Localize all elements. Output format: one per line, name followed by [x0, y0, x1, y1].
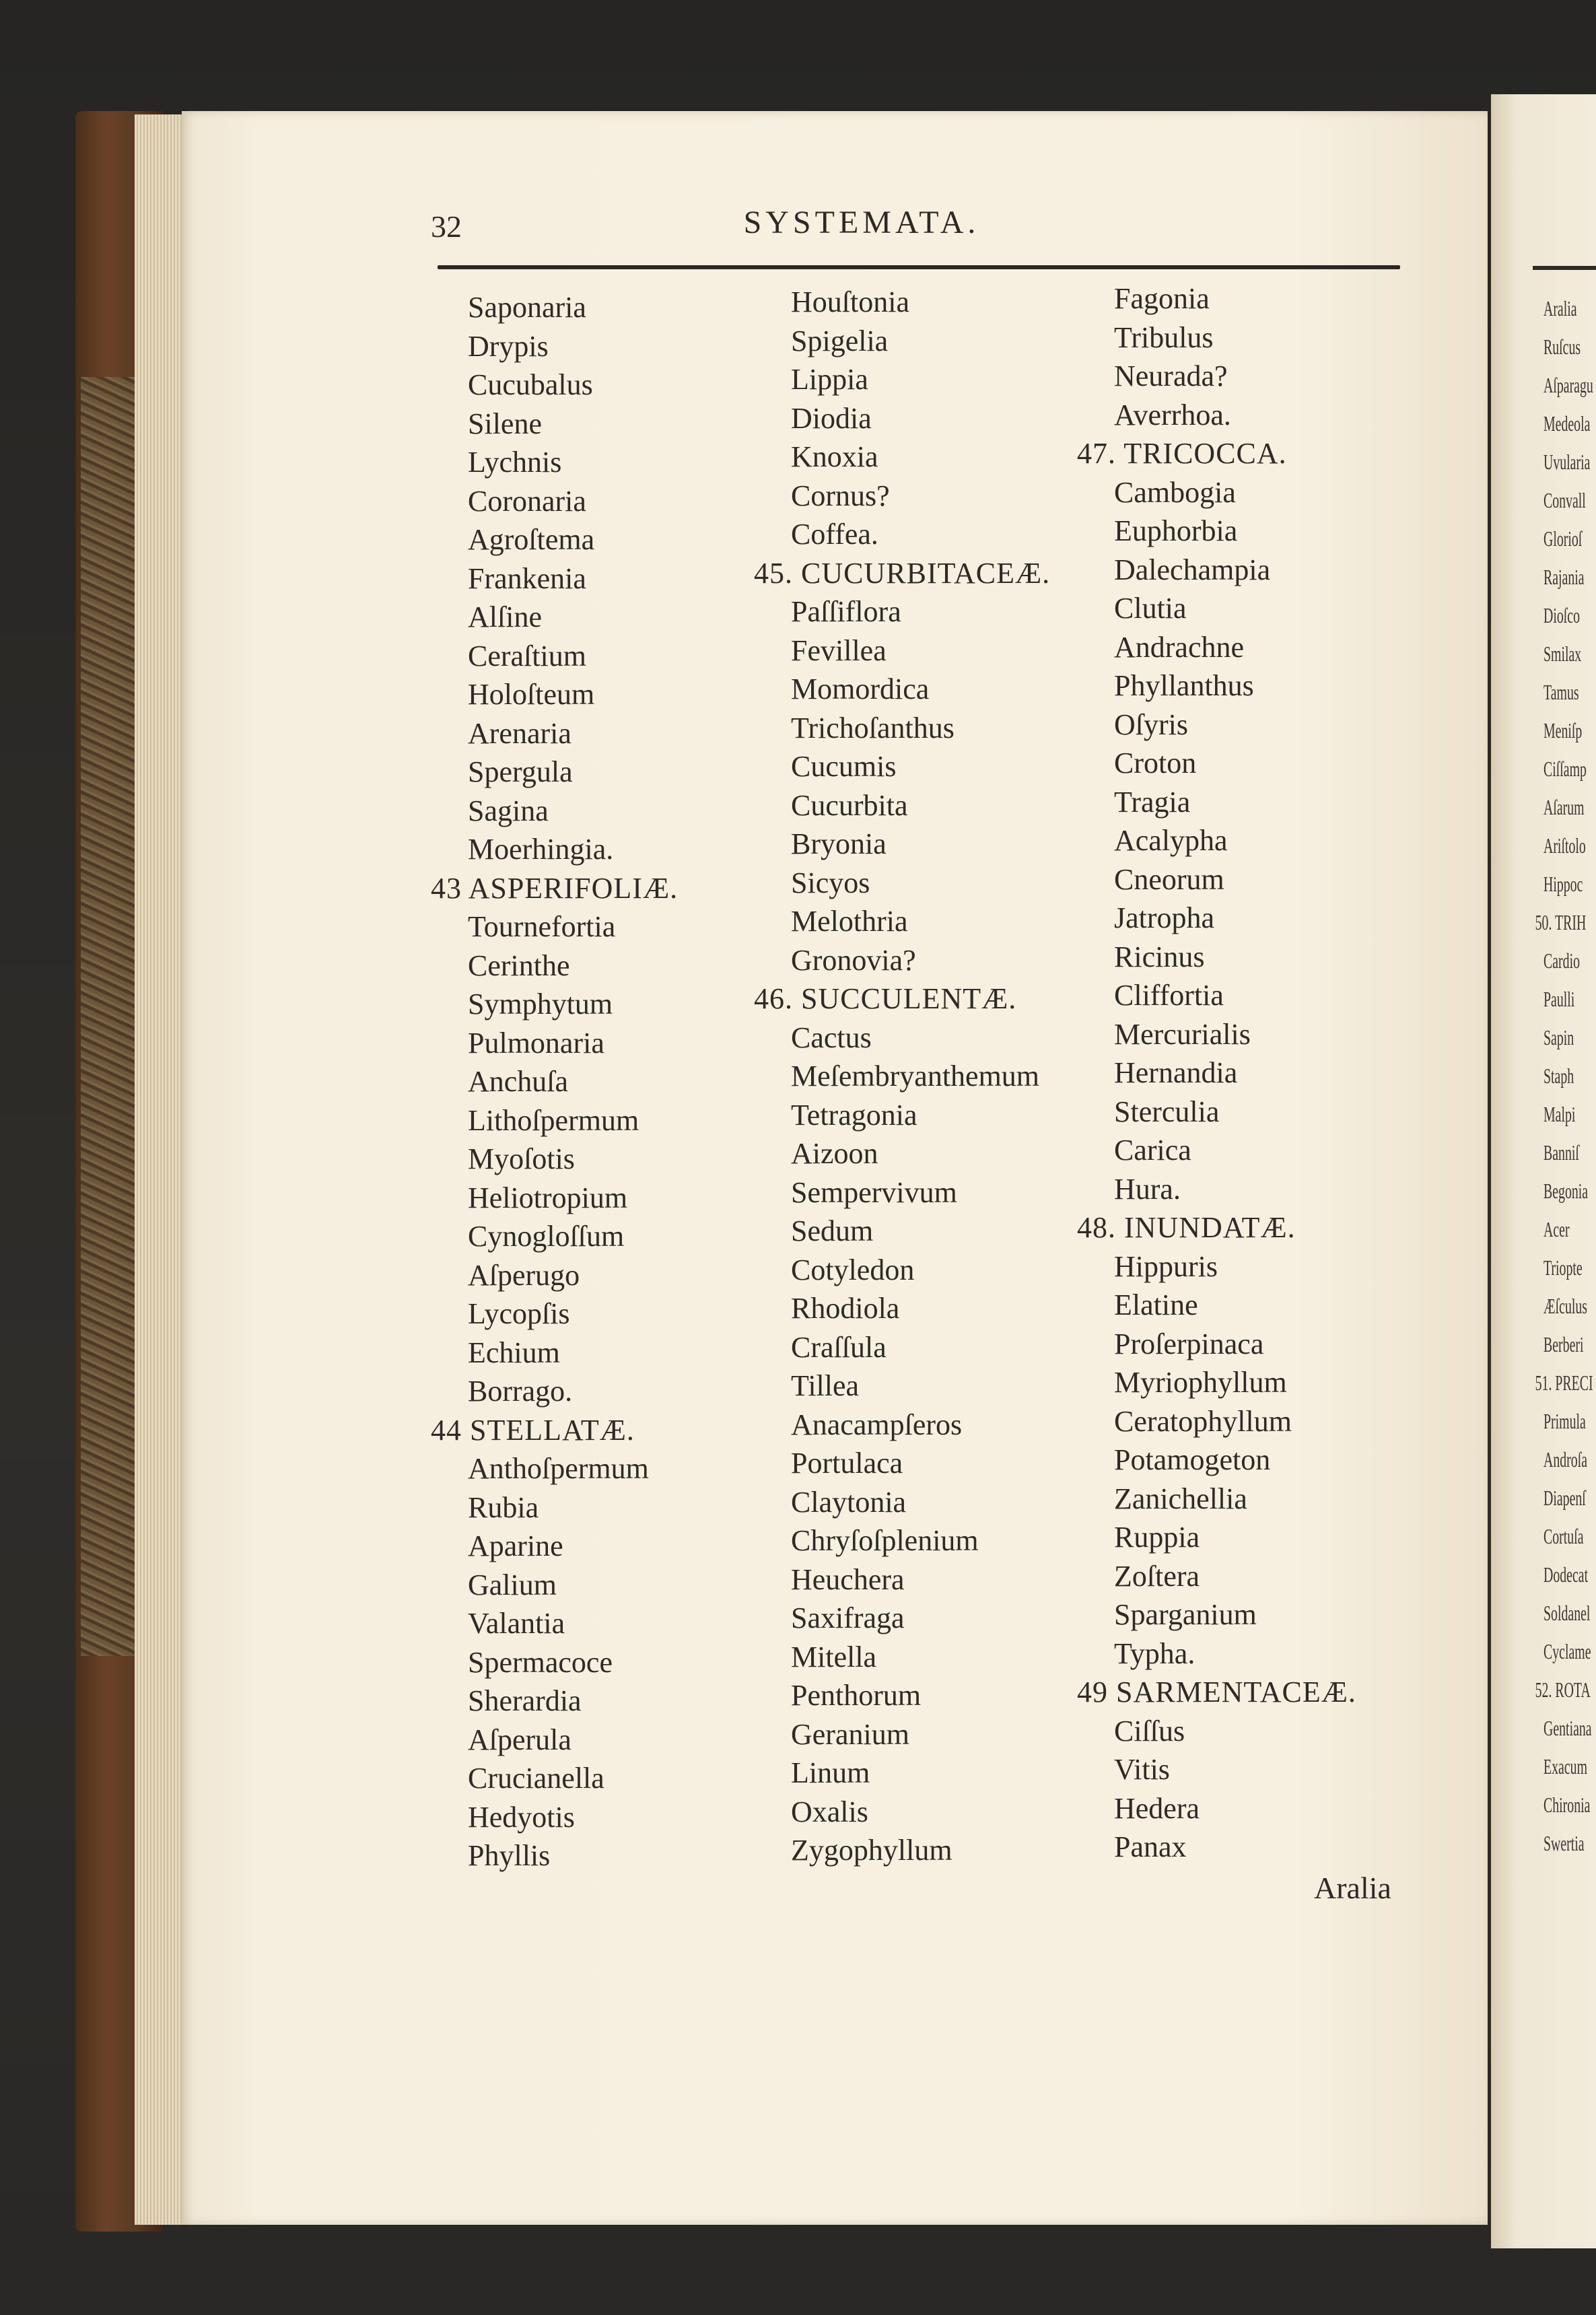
list-item: Zygophyllum	[791, 1834, 952, 1867]
list-item: Heuchera	[791, 1562, 905, 1596]
list-item: Cucubalus	[468, 368, 593, 401]
list-item: Phyllanthus	[1114, 669, 1254, 702]
list-item: Zanichellia	[1114, 1482, 1247, 1515]
list-item: Tribulus	[1114, 320, 1214, 354]
list-item: Aſarum	[1543, 795, 1585, 819]
list-item: Cardio	[1543, 948, 1580, 973]
list-item: Cliffortia	[1114, 979, 1224, 1012]
list-item: Sedum	[791, 1214, 874, 1247]
facing-page	[1491, 94, 1596, 2248]
list-item: Andrachne	[1114, 630, 1245, 664]
list-item: Anchuſa	[468, 1065, 569, 1098]
marbled-cover-board	[81, 377, 135, 1656]
list-item: Rhodiola	[791, 1292, 900, 1325]
list-item: Aſperula	[468, 1723, 571, 1756]
list-item: Ciſſamp	[1543, 757, 1587, 781]
list-item: Medeola	[1543, 411, 1591, 436]
section-heading: 44 STELLATÆ.	[431, 1413, 635, 1447]
list-item: Euphorbia	[1114, 514, 1238, 547]
list-item: Tamus	[1543, 680, 1579, 704]
list-item: Androſa	[1543, 1447, 1588, 1472]
list-item: Staph	[1543, 1064, 1574, 1088]
list-item: Claytonia	[791, 1485, 907, 1519]
list-item: Momordica	[791, 672, 930, 705]
list-item: Convall	[1543, 488, 1586, 512]
list-item: Primula	[1543, 1409, 1586, 1433]
list-item: Lippia	[791, 363, 868, 396]
list-item: Sagina	[468, 794, 549, 827]
genus-column-2	[754, 283, 1051, 1870]
list-item: Penthorum	[791, 1679, 922, 1712]
section-heading: 48. INUNDATÆ.	[1077, 1211, 1296, 1244]
list-item: Cucurbita	[791, 788, 908, 822]
list-item: Fagonia	[1114, 282, 1210, 315]
list-item: Frankenia	[468, 561, 586, 595]
list-item: Sicyos	[791, 866, 870, 899]
list-item: Gentiana	[1543, 1716, 1592, 1740]
section-heading: 52. ROTA	[1535, 1678, 1591, 1702]
list-item: Uvularia	[1543, 450, 1591, 474]
catchword: Aralia	[1314, 1871, 1391, 1905]
list-item: Cambogia	[1114, 475, 1236, 509]
list-item: Aſparagu	[1543, 373, 1593, 397]
running-head: SYSTEMATA.	[743, 205, 980, 240]
page-number: 32	[431, 209, 462, 244]
list-item: Tetragonia	[791, 1098, 917, 1132]
list-item: Tillea	[791, 1369, 860, 1402]
list-item: Spigelia	[791, 324, 889, 357]
list-item: Sempervivum	[791, 1175, 957, 1209]
list-item: Zoſtera	[1114, 1559, 1200, 1593]
list-item: Coffea.	[791, 518, 878, 551]
list-item: Triopte	[1543, 1255, 1583, 1280]
list-item: Saponaria	[468, 291, 586, 324]
list-item: Cortuſa	[1543, 1524, 1584, 1548]
list-item: Valantia	[468, 1607, 565, 1640]
list-item: Bryonia	[791, 827, 887, 860]
list-item: Paſſiflora	[791, 595, 901, 628]
list-item: Cynogloſſum	[468, 1220, 625, 1253]
list-item: Dodecat	[1543, 1562, 1589, 1587]
list-item: Aralia	[1543, 296, 1577, 320]
list-item: Hedyotis	[468, 1800, 575, 1834]
list-item: Lithoſpermum	[468, 1103, 639, 1137]
list-item: Ariſtolo	[1543, 833, 1586, 858]
list-item: Rubia	[468, 1490, 539, 1524]
list-item: Moerhingia.	[468, 833, 614, 866]
list-item: Lychnis	[468, 446, 562, 479]
list-item: Neurada?	[1114, 359, 1228, 392]
list-item: Carica	[1114, 1134, 1191, 1167]
list-item: Diapenſ	[1543, 1486, 1586, 1510]
list-item: Mercurialis	[1114, 1017, 1251, 1051]
list-item: Acalypha	[1114, 824, 1228, 857]
list-item: Pulmonaria	[468, 1026, 604, 1060]
list-item: Gronovia?	[791, 943, 916, 977]
list-item: Cucumis	[791, 750, 897, 783]
list-item: Hernandia	[1114, 1056, 1238, 1089]
list-item: Typha.	[1114, 1636, 1195, 1670]
list-item: Hippoc	[1543, 872, 1583, 896]
list-item: Clutia	[1114, 592, 1187, 625]
section-heading: 51. PRECI	[1535, 1371, 1593, 1395]
list-item: Chironia	[1543, 1793, 1591, 1817]
list-item: Cneorum	[1114, 862, 1224, 896]
list-item: Craſſula	[791, 1330, 887, 1364]
list-item: Panax	[1114, 1830, 1187, 1863]
list-item: Cotyledon	[791, 1253, 915, 1286]
list-item: Oſyris	[1114, 707, 1188, 741]
list-item: Ceraſtium	[468, 639, 586, 672]
genus-column-1	[431, 288, 679, 1875]
list-item: Meſembryanthemum	[791, 1060, 1040, 1093]
list-item: Silene	[468, 407, 542, 440]
list-item: Mitella	[791, 1640, 877, 1673]
facing-page-column	[1535, 289, 1593, 1863]
list-item: Dalechampia	[1114, 553, 1271, 586]
list-item: Ruſcus	[1543, 335, 1581, 359]
list-item: Agroſtema	[468, 523, 595, 556]
list-item: Myriophyllum	[1114, 1366, 1287, 1399]
list-item: Averrhoa.	[1114, 398, 1231, 431]
list-item: Geranium	[791, 1717, 909, 1751]
list-item: Anthoſpermum	[468, 1452, 649, 1485]
list-item: Glorioſ	[1543, 526, 1583, 551]
list-item: Aparine	[468, 1529, 563, 1562]
list-item: Begonia	[1543, 1179, 1589, 1203]
list-item: Sapin	[1543, 1025, 1574, 1049]
list-item: Smilax	[1543, 642, 1582, 666]
list-item: Borrago.	[468, 1375, 573, 1408]
list-item: Aizoon	[791, 1137, 878, 1170]
header-rule	[438, 265, 1400, 269]
list-item: Jatropha	[1114, 901, 1215, 934]
list-item: Paulli	[1543, 987, 1575, 1011]
list-item: Oxalis	[791, 1795, 868, 1828]
list-item: Cyclame	[1543, 1639, 1591, 1663]
list-item: Vitis	[1114, 1753, 1170, 1786]
list-item: Ciſſus	[1114, 1714, 1185, 1748]
section-heading: 43 ASPERIFOLIÆ.	[431, 871, 679, 905]
list-item: Myoſotis	[468, 1142, 575, 1175]
list-item: Ceratophyllum	[1114, 1404, 1292, 1438]
list-item: Berberi	[1543, 1332, 1584, 1356]
list-item: Proſerpinaca	[1114, 1327, 1264, 1360]
list-item: Anacampſeros	[791, 1408, 963, 1441]
list-item: Tournefortia	[468, 910, 616, 943]
facing-page-rule	[1533, 266, 1596, 270]
list-item: Arenaria	[468, 716, 571, 750]
list-item: Coronaria	[468, 484, 586, 518]
list-item: Lycopſis	[468, 1297, 570, 1330]
list-item: Melothria	[791, 905, 908, 938]
section-heading: 45. CUCURBITACEÆ.	[754, 556, 1051, 590]
list-item: Dioſco	[1543, 603, 1580, 627]
list-item: Exacum	[1543, 1754, 1588, 1778]
list-item: Cerinthe	[468, 948, 570, 982]
list-item: Croton	[1114, 747, 1197, 780]
list-item: Acer	[1543, 1217, 1570, 1241]
list-item: Spergula	[468, 755, 573, 788]
list-item: Malpi	[1543, 1102, 1576, 1126]
section-heading: 47. TRICOCCA.	[1077, 437, 1287, 470]
list-item: Elatine	[1114, 1288, 1198, 1321]
list-item: Knoxia	[791, 440, 878, 473]
list-item: Hippuris	[1114, 1249, 1218, 1283]
list-item: Portulaca	[791, 1447, 903, 1480]
list-item: Rajania	[1543, 565, 1585, 589]
list-item: Ricinus	[1114, 940, 1205, 973]
list-item: Fevillea	[791, 633, 887, 667]
list-item: Spermacoce	[468, 1645, 613, 1679]
list-item: Saxifraga	[791, 1601, 905, 1634]
list-item: Holoſteum	[468, 678, 595, 711]
list-item: Soldanel	[1543, 1601, 1591, 1625]
section-heading: 49 SARMENTACEÆ.	[1077, 1675, 1356, 1708]
list-item: Sterculia	[1114, 1095, 1220, 1128]
section-heading: 46. SUCCULENTÆ.	[754, 982, 1017, 1015]
list-item: Ruppia	[1114, 1521, 1200, 1554]
list-item: Sparganium	[1114, 1598, 1257, 1631]
list-item: Sherardia	[468, 1684, 582, 1717]
list-item: Houſtonia	[791, 285, 909, 318]
list-item: Meniſp	[1543, 718, 1583, 742]
list-item: Aſperugo	[468, 1258, 580, 1292]
list-item: Heliotropium	[468, 1181, 628, 1214]
list-item: Phyllis	[468, 1839, 551, 1872]
list-item: Chryſoſplenium	[791, 1524, 979, 1557]
list-item: Æſculus	[1543, 1294, 1588, 1318]
list-item: Potamogeton	[1114, 1443, 1271, 1476]
list-item: Drypis	[468, 329, 549, 363]
list-item: Tragia	[1114, 785, 1191, 819]
list-item: Diodia	[791, 401, 872, 435]
list-item: Cornus?	[791, 479, 890, 512]
list-item: Cactus	[791, 1021, 872, 1054]
list-item: Symphytum	[468, 988, 613, 1021]
list-item: Banniſ	[1543, 1140, 1579, 1165]
list-item: Linum	[791, 1756, 870, 1789]
list-item: Trichoſanthus	[791, 711, 955, 745]
genus-column-3	[1077, 279, 1356, 1867]
list-item: Hedera	[1114, 1791, 1200, 1825]
list-item: Hura.	[1114, 1172, 1181, 1206]
list-item: Swertia	[1543, 1831, 1585, 1855]
list-item: Alſine	[468, 600, 542, 633]
list-item: Crucianella	[468, 1762, 604, 1795]
list-item: Galium	[468, 1568, 557, 1601]
list-item: Echium	[468, 1336, 560, 1369]
section-heading: 50. TRIH	[1535, 910, 1587, 934]
